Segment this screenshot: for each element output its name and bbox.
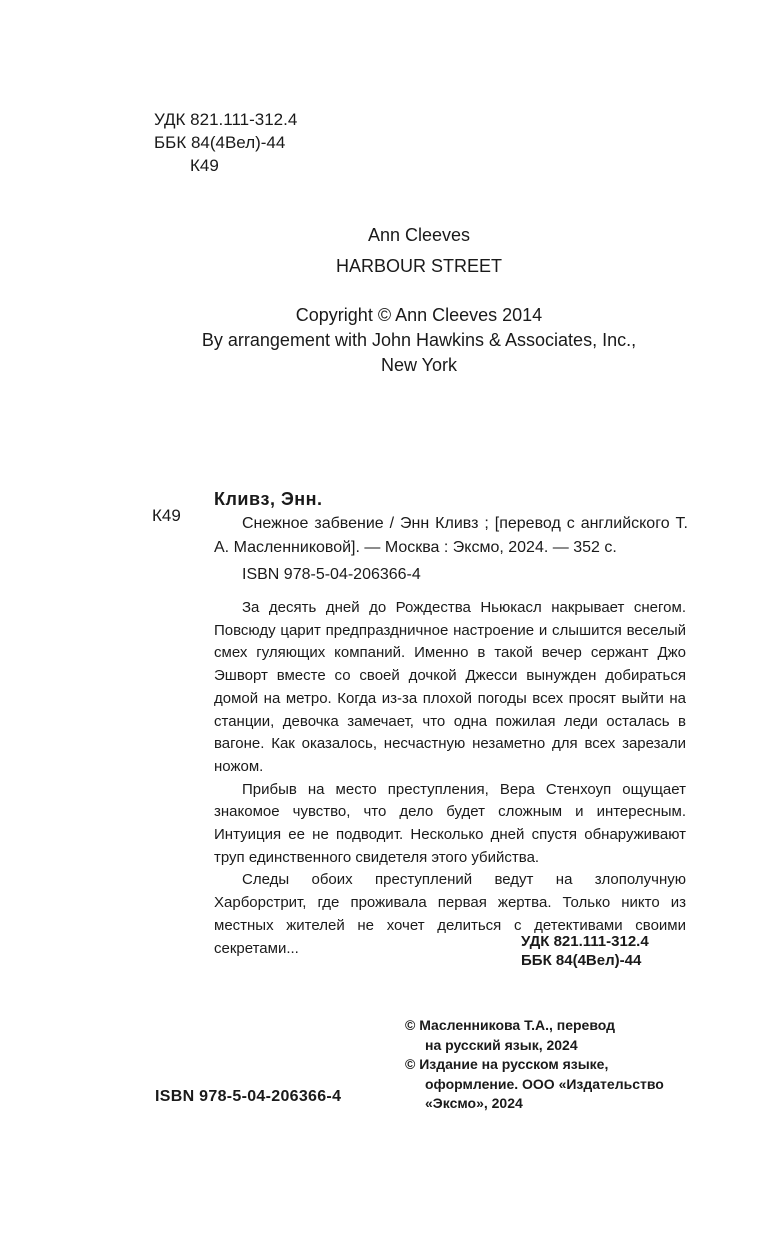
udk-code: УДК 821.111-312.4 xyxy=(154,110,298,129)
annotation-paragraph: За десять дней до Рождества Ньюкасл накрывает снегом. Повсюду царит предпраздничное настроение и слышится веселый смех гуляющих компаний. Именно в такой вечер сержант Джо Эшворт вместе со своей дочкой Джесси вынужден добираться домой на метро. Когда из-за плохой погоды всех просят выйти на станции, девочка замечает, что одна пожилая леди осталась в вагоне. Как оказалось, несчастную незаметно для всех зарезали ножом. xyxy=(214,599,686,775)
edition-rights-cont: «Эксмо», 2024 xyxy=(425,1095,523,1111)
copyright-line: New York xyxy=(380,355,458,375)
bbk-code-bottom: ББК 84(4Вел)-44 xyxy=(521,952,642,969)
catalog-author-mark: К49 xyxy=(152,506,181,525)
udk-code-bottom: УДК 821.111-312.4 xyxy=(521,933,649,950)
translation-rights: © Масленникова Т.А., перевод xyxy=(405,1017,615,1033)
copyright-line: By arrangement with John Hawkins & Associates, Inc., xyxy=(201,330,637,350)
annotation-paragraph: Прибыв на место преступления, Вера Стенхоуп ощущает знакомое чувство, что дело будет сложным и интересным. Интуиция ее не подводит. Несколько дней спустя обнаруживают труп единственного свидетеля этого убийства. xyxy=(214,780,686,866)
original-copyright xyxy=(0,303,768,378)
annotation xyxy=(214,597,686,960)
original-title: HARBOUR STREET xyxy=(335,256,503,276)
top-classification xyxy=(154,108,297,177)
isbn-bottom: ISBN 978-5-04-206366-4 xyxy=(155,1088,342,1105)
edition-rights: © Издание на русском языке, xyxy=(405,1056,609,1072)
edition-rights-cont: оформление. ООО «Издательство xyxy=(425,1075,664,1092)
bbk-code: ББК 84(4Вел)-44 xyxy=(154,133,286,152)
catalog-description: Снежное забвение / Энн Кливз ; [перевод с английского Т. А. Масленниковой]. — Москва : Эксмо, 2024. — 352 с. xyxy=(214,515,688,556)
annotation-paragraph: Следы обоих преступлений ведут на злополучную Харборстрит, где проживала первая жертва. Только никто из местных жителей не хочет делиться с детективами своими секретами... xyxy=(214,871,686,957)
author-mark: К49 xyxy=(190,156,219,175)
copyright-line: Copyright © Ann Cleeves 2014 xyxy=(295,305,543,325)
bottom-classification xyxy=(521,932,649,970)
catalog-heading: Кливз, Энн. xyxy=(214,489,323,509)
translation-rights-cont: на русский язык, 2024 xyxy=(425,1036,578,1053)
original-author: Ann Cleeves xyxy=(367,225,471,245)
rights-block xyxy=(405,1016,664,1114)
catalog-isbn: ISBN 978-5-04-206366-4 xyxy=(242,566,421,583)
